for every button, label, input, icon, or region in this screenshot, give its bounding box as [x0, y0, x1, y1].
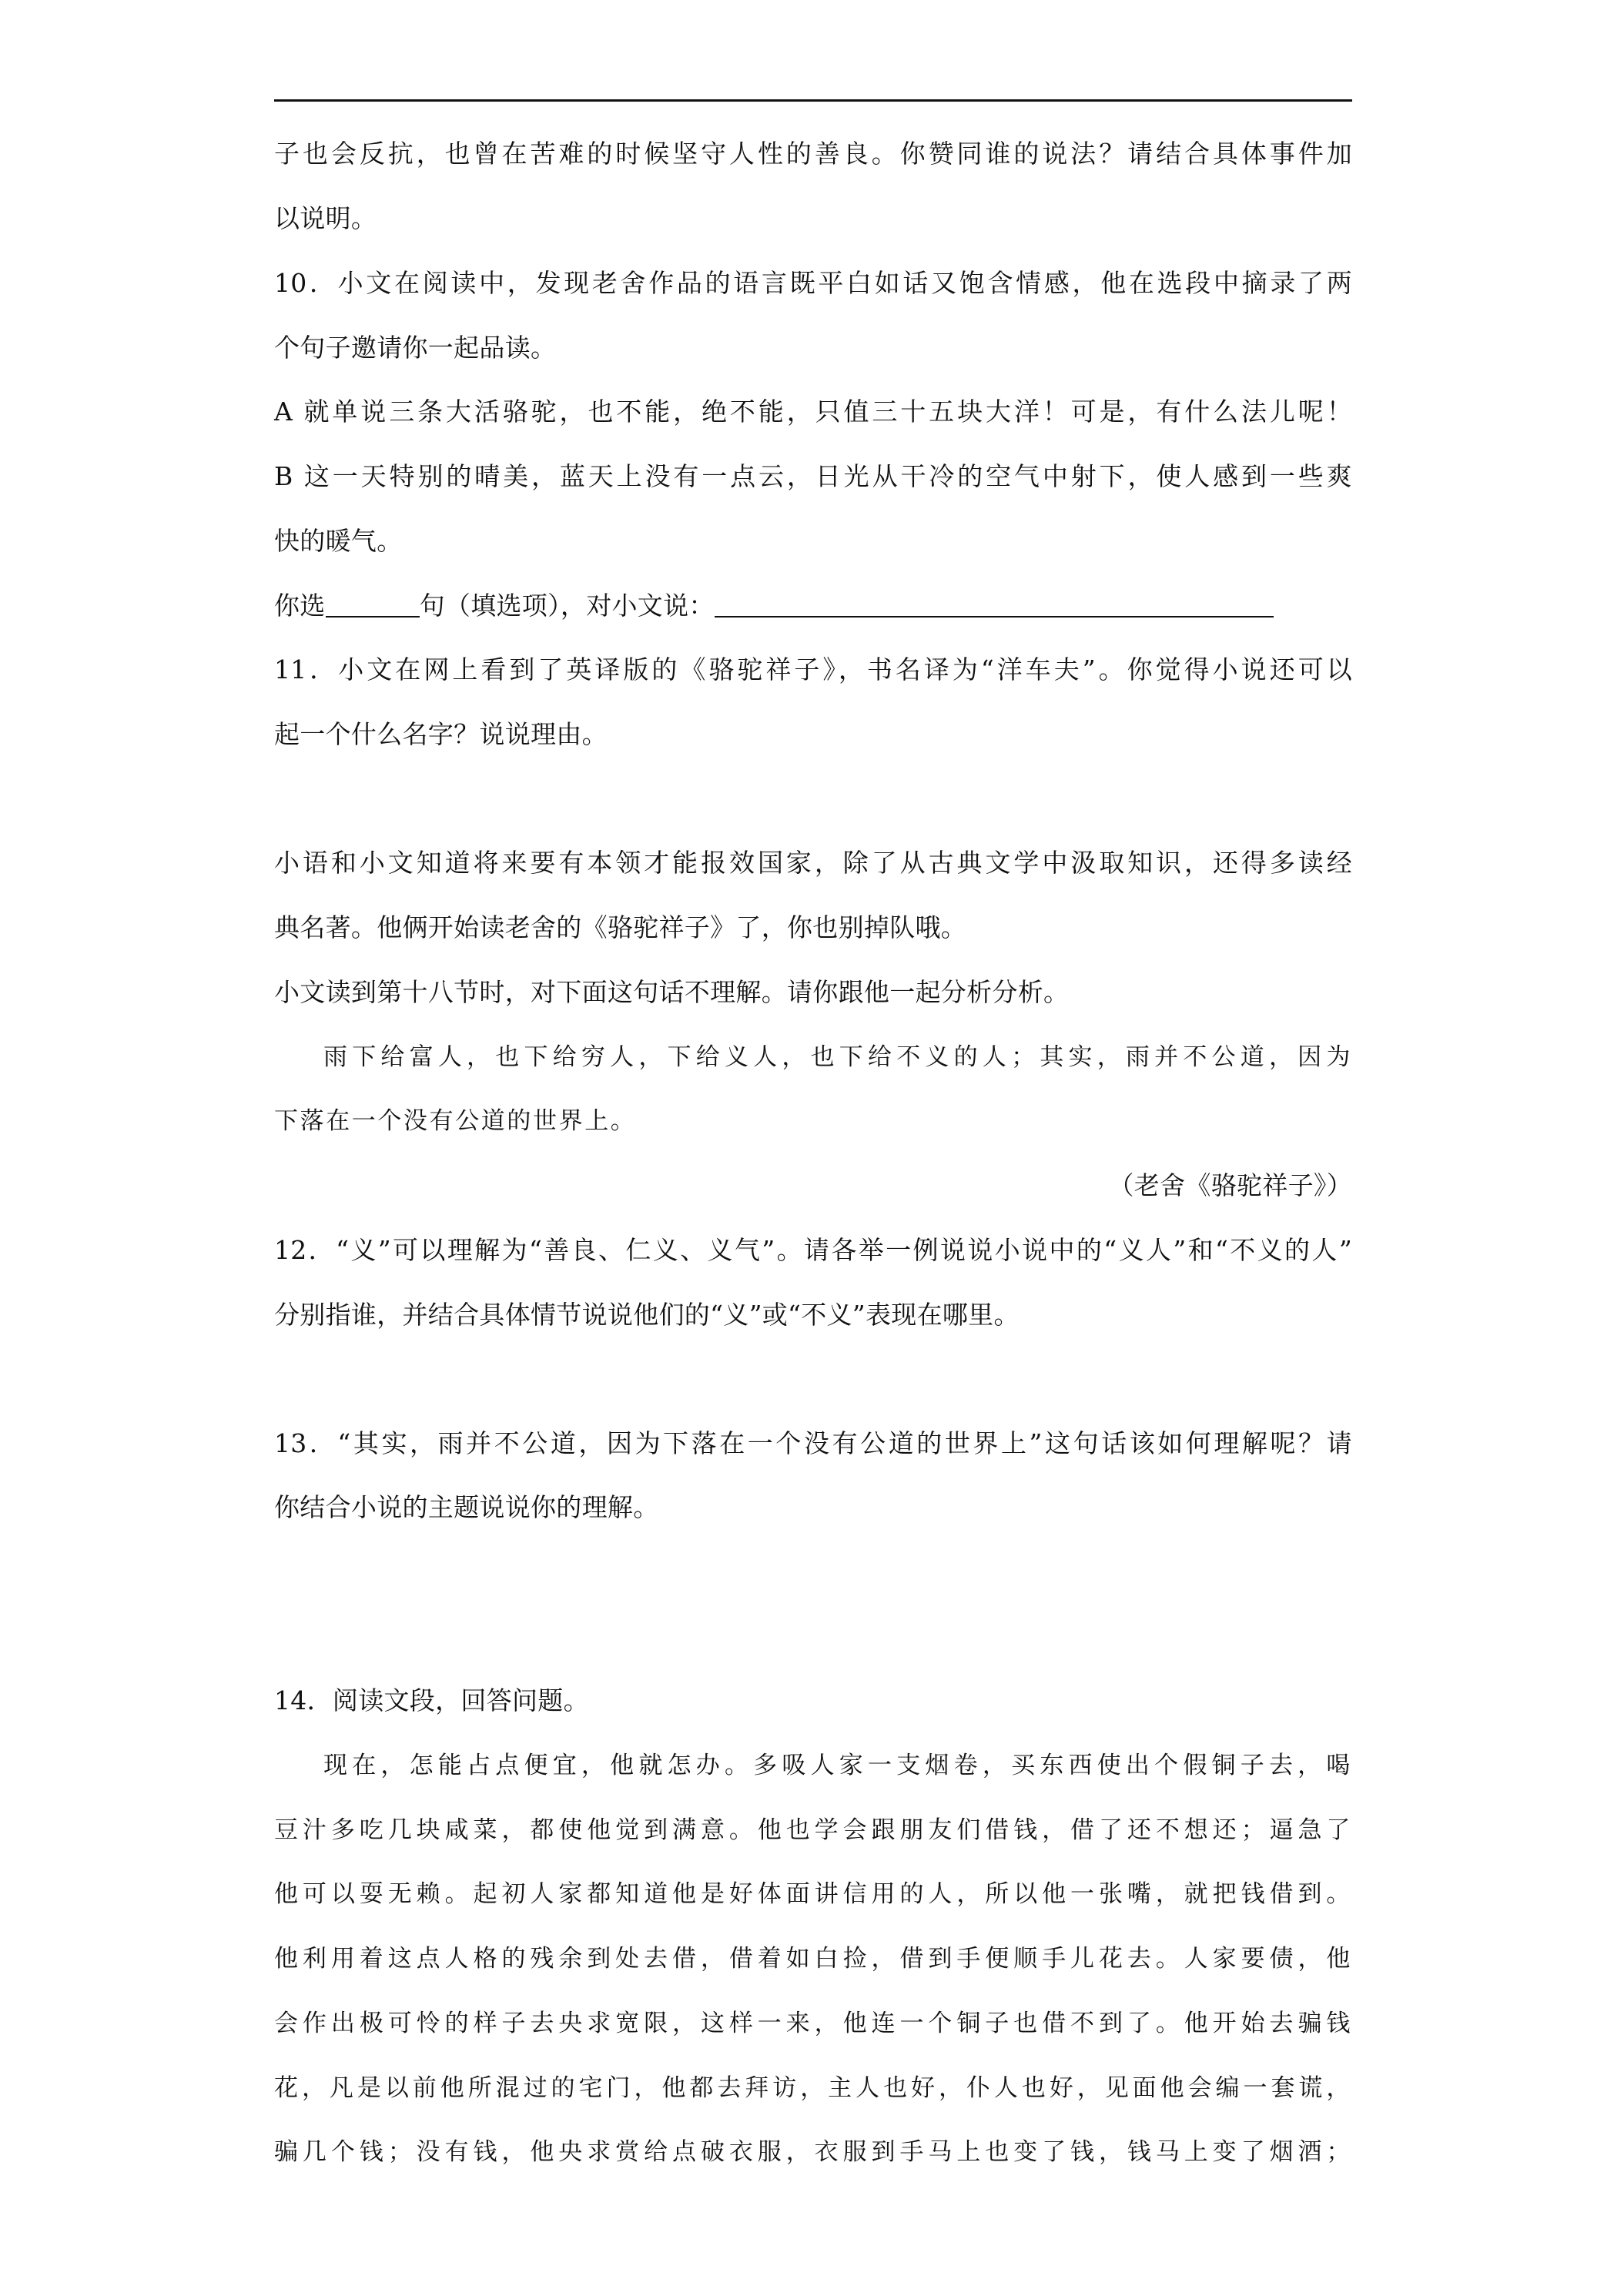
intro-paragraph-line: 典名著。他俩开始读老舍的《骆驼祥子》了，你也别掉队哦。	[274, 912, 967, 942]
q10-option-b-cont: 快的暖气。	[274, 526, 403, 556]
quote-line: 雨下给富人，也下给穷人，下给义人，也下给不义的人；其实，雨并不公道，因为	[323, 1043, 1352, 1071]
passage-line: 会作出极可怜的样子去央求宽限，这样一来，他连一个铜子也借不到了。他开始去骗钱	[274, 2010, 1352, 2037]
q10-answer-middle: 句（填选项），对小文说：	[419, 591, 715, 621]
q12-prompt-line: 分别指谁，并结合具体情节说说他们的“义”或“不义”表现在哪里。	[274, 1300, 1020, 1330]
q9-text-line: 子也会反抗，也曾在苦难的时候坚守人性的善良。你赞同谁的说法？请结合具体事件加	[274, 139, 1352, 169]
passage-line: 花，凡是以前他所混过的宅门，他都去拜访，主人也好，仆人也好，见面他会编一套谎，	[274, 2074, 1352, 2102]
q13-prompt-line: 你结合小说的主题说说你的理解。	[274, 1492, 659, 1522]
header-rule	[274, 99, 1352, 102]
passage-line: 豆汁多吃几块咸菜，都使他觉到满意。他也学会跟朋友们借钱，借了还不想还；逼急了	[274, 1816, 1352, 1844]
passage-line: 他可以耍无赖。起初人家都知道他是好体面讲信用的人，所以他一张嘴，就把钱借到。	[274, 1880, 1352, 1908]
q14-prompt-line: 14．阅读文段，回答问题。	[274, 1685, 589, 1715]
q10-prompt-line: 10．小文在阅读中，发现老舍作品的语言既平白如话又饱含情感，他在选段中摘录了两	[274, 268, 1352, 298]
intro-paragraph-line: 小语和小文知道将来要有本领才能报效国家，除了从古典文学中汲取知识，还得多读经	[274, 848, 1352, 878]
q11-prompt-line: 起一个什么名字？说说理由。	[274, 719, 608, 749]
option-fill-blank[interactable]	[326, 591, 420, 618]
q11-prompt-line: 11．小文在网上看到了英译版的《骆驼祥子》，书名译为“洋车夫”。你觉得小说还可以	[274, 654, 1352, 684]
q12-prompt-line: 12．“义”可以理解为“善良、仁义、义气”。请各举一例说说小说中的“义人”和“不义的人”	[274, 1235, 1352, 1265]
passage-line: 他利用着这点人格的残余到处去借，借着如白捡，借到手便顺手儿花去。人家要债，他	[274, 1945, 1352, 1973]
quote-source: （老舍《骆驼祥子》）	[1108, 1170, 1352, 1200]
q10-answer-line	[274, 591, 1352, 621]
passage-line: 骗几个钱；没有钱，他央求赏给点破衣服，衣服到手马上也变了钱，钱马上变了烟酒；	[274, 2138, 1352, 2166]
q9-text-line: 以说明。	[274, 203, 377, 233]
passage-line: 现在，怎能占点便宜，他就怎办。多吸人家一支烟卷，买东西使出个假铜子去，喝	[323, 1752, 1352, 1779]
q10-answer-prefix: 你选	[274, 591, 326, 621]
quote-line: 下落在一个没有公道的世界上。	[274, 1107, 637, 1135]
q10-prompt-line: 个句子邀请你一起品读。	[274, 333, 557, 363]
intro-paragraph-line: 小文读到第十八节时，对下面这句话不理解。请你跟他一起分析分析。	[274, 977, 1070, 1007]
answer-fill-blank[interactable]	[715, 591, 1274, 618]
q13-prompt-line: 13．“其实，雨并不公道，因为下落在一个没有公道的世界上”这句话该如何理解呢？请	[274, 1428, 1352, 1458]
q10-option-a: A 就单说三条大活骆驼，也不能，绝不能，只值三十五块大洋！可是，有什么法儿呢！	[274, 397, 1352, 427]
q10-option-b: B 这一天特别的晴美，蓝天上没有一点云，日光从干冷的空气中射下，使人感到一些爽	[274, 461, 1352, 491]
